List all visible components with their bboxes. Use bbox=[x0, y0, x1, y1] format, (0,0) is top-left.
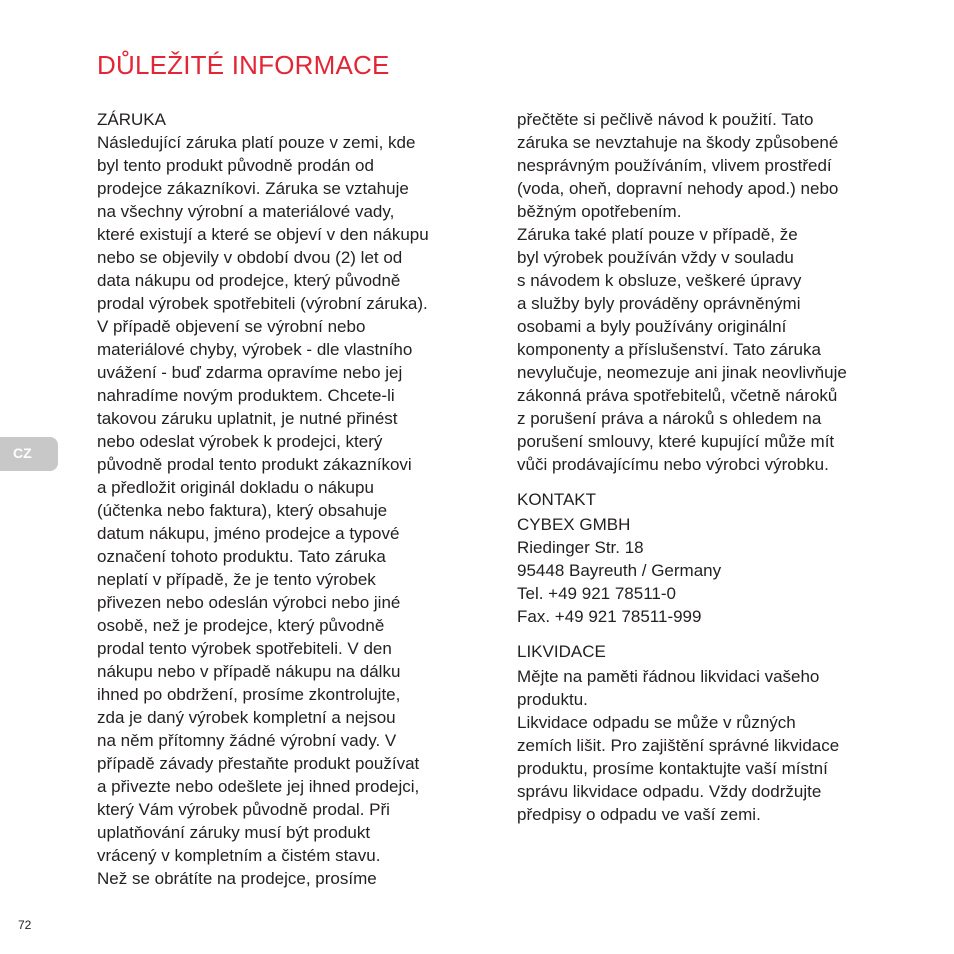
disposal-text-line: produktu, prosíme kontaktujte vaší místní bbox=[517, 759, 828, 778]
warranty-text-line: uvážení - buď zdarma opravíme nebo jej bbox=[97, 363, 403, 382]
warranty-text-line: nevylučuje, neomezuje ani jinak neovlivňuje bbox=[517, 363, 847, 382]
address-line: 95448 Bayreuth / Germany bbox=[517, 561, 722, 580]
warranty-text-line: zákonná práva spotřebitelů, včetně nároků bbox=[517, 386, 838, 405]
warranty-text-line: data nákupu od prodejce, který původně bbox=[97, 271, 401, 290]
warranty-heading: ZÁRUKA bbox=[97, 110, 166, 129]
warranty-text-line: z porušení práva a nároků s ohledem na bbox=[517, 409, 822, 428]
warranty-text-line: byl výrobek používán vždy v souladu bbox=[517, 248, 794, 267]
page-number: 72 bbox=[18, 918, 32, 932]
disposal-text-line: předpisy o odpadu ve vaší zemi. bbox=[517, 805, 761, 824]
warranty-text-line: vůči prodávajícímu nebo výrobci výrobku. bbox=[517, 455, 829, 474]
company-name: CYBEX GMBH bbox=[517, 515, 631, 534]
warranty-text-line: přečtěte si pečlivě návod k použití. Tato bbox=[517, 110, 814, 129]
address-line: Riedinger Str. 18 bbox=[517, 538, 644, 557]
warranty-text-line: s návodem k obsluze, veškeré úpravy bbox=[517, 271, 802, 290]
warranty-text-line: Záruka také platí pouze v případě, že bbox=[517, 225, 798, 244]
warranty-text-line: byl tento produkt původně prodán od bbox=[97, 156, 374, 175]
warranty-text-line: přivezen nebo odeslán výrobci nebo jiné bbox=[97, 593, 401, 612]
disposal-text-line: Likvidace odpadu se může v různých bbox=[517, 713, 796, 732]
page-title: DŮLEŽITÉ INFORMACE bbox=[97, 50, 390, 80]
warranty-text-line: záruka se nevztahuje na škody způsobené bbox=[517, 133, 839, 152]
warranty-text-line: neplatí v případě, že je tento výrobek bbox=[97, 570, 376, 589]
language-tab-label: CZ bbox=[13, 445, 32, 461]
address-line: Fax. +49 921 78511-999 bbox=[517, 607, 702, 626]
warranty-text-line: a přivezte nebo odešlete jej ihned prodejci, bbox=[97, 777, 420, 796]
warranty-text-line: které existují a které se objeví v den nákupu bbox=[97, 225, 429, 244]
disposal-text-line: zemích lišit. Pro zajištění správné likvidace bbox=[517, 736, 840, 755]
warranty-text-continued bbox=[517, 108, 907, 476]
left-column bbox=[97, 108, 487, 890]
warranty-text-line: prodejce zákazníkovi. Záruka se vztahuje bbox=[97, 179, 409, 198]
warranty-text-line: a předložit originál dokladu o nákupu bbox=[97, 478, 374, 497]
warranty-text-line: prodal tento výrobek spotřebiteli. V den bbox=[97, 639, 392, 658]
contact-address bbox=[517, 536, 907, 628]
warranty-text-line: a služby byly prováděny oprávněnými bbox=[517, 294, 801, 313]
warranty-text-line: nákupu nebo v případě nákupu na dálku bbox=[97, 662, 401, 681]
warranty-text-line: který Vám výrobek původně prodal. Při bbox=[97, 800, 390, 819]
disposal-text-line: správu likvidace odpadu. Vždy dodržujte bbox=[517, 782, 822, 801]
warranty-text-line: prodal výrobek spotřebiteli (výrobní záruka). bbox=[97, 294, 428, 313]
warranty-text-line: osobami a byly používány originální bbox=[517, 317, 787, 336]
disposal-text bbox=[517, 665, 907, 826]
warranty-text-line: na něm přítomny žádné výrobní vady. V bbox=[97, 731, 397, 750]
right-column bbox=[517, 108, 907, 826]
warranty-text-line: běžným opotřebením. bbox=[517, 202, 682, 221]
warranty-text-line: Než se obrátíte na prodejce, prosíme bbox=[97, 869, 377, 888]
warranty-text-line: osobě, než je prodejce, který původně bbox=[97, 616, 385, 635]
warranty-text-line: (voda, oheň, dopravní nehody apod.) nebo bbox=[517, 179, 839, 198]
disposal-text-line: Mějte na paměti řádnou likvidaci vašeho bbox=[517, 667, 820, 686]
warranty-text-line: ihned po obdržení, prosíme zkontrolujte, bbox=[97, 685, 401, 704]
warranty-text-line: označení tohoto produktu. Tato záruka bbox=[97, 547, 386, 566]
warranty-text-line: nesprávným používáním, vlivem prostředí bbox=[517, 156, 832, 175]
warranty-text-line: nebo se objevily v období dvou (2) let od bbox=[97, 248, 403, 267]
address-line: Tel. +49 921 78511-0 bbox=[517, 584, 676, 603]
warranty-text-line: (účtenka nebo faktura), který obsahuje bbox=[97, 501, 388, 520]
disposal-heading: LIKVIDACE bbox=[517, 642, 606, 661]
warranty-text-line: zda je daný výrobek kompletní a nejsou bbox=[97, 708, 396, 727]
language-tab bbox=[0, 437, 58, 471]
contact-heading: KONTAKT bbox=[517, 490, 597, 509]
warranty-text-line: komponenty a příslušenství. Tato záruka bbox=[517, 340, 821, 359]
warranty-text-line: uplatňování záruky musí být produkt bbox=[97, 823, 371, 842]
warranty-text-line: nebo odeslat výrobek k prodejci, který bbox=[97, 432, 383, 451]
warranty-text-line: na všechny výrobní a materiálové vady, bbox=[97, 202, 395, 221]
warranty-text-line: datum nákupu, jméno prodejce a typové bbox=[97, 524, 400, 543]
warranty-text-line: materiálové chyby, výrobek - dle vlastního bbox=[97, 340, 413, 359]
warranty-text bbox=[97, 131, 487, 890]
warranty-text-line: případě závady přestaňte produkt používat bbox=[97, 754, 420, 773]
warranty-text-line: V případě objevení se výrobní nebo bbox=[97, 317, 366, 336]
warranty-text-line: porušení smlouvy, které kupující může mít bbox=[517, 432, 835, 451]
warranty-text-line: Následující záruka platí pouze v zemi, kde bbox=[97, 133, 416, 152]
warranty-text-line: vrácený v kompletním a čistém stavu. bbox=[97, 846, 381, 865]
warranty-text-line: takovou záruku uplatnit, je nutné přinést bbox=[97, 409, 398, 428]
warranty-text-line: nahradíme novým produktem. Chcete-li bbox=[97, 386, 395, 405]
disposal-text-line: produktu. bbox=[517, 690, 588, 709]
warranty-text-line: původně prodal tento produkt zákazníkovi bbox=[97, 455, 412, 474]
